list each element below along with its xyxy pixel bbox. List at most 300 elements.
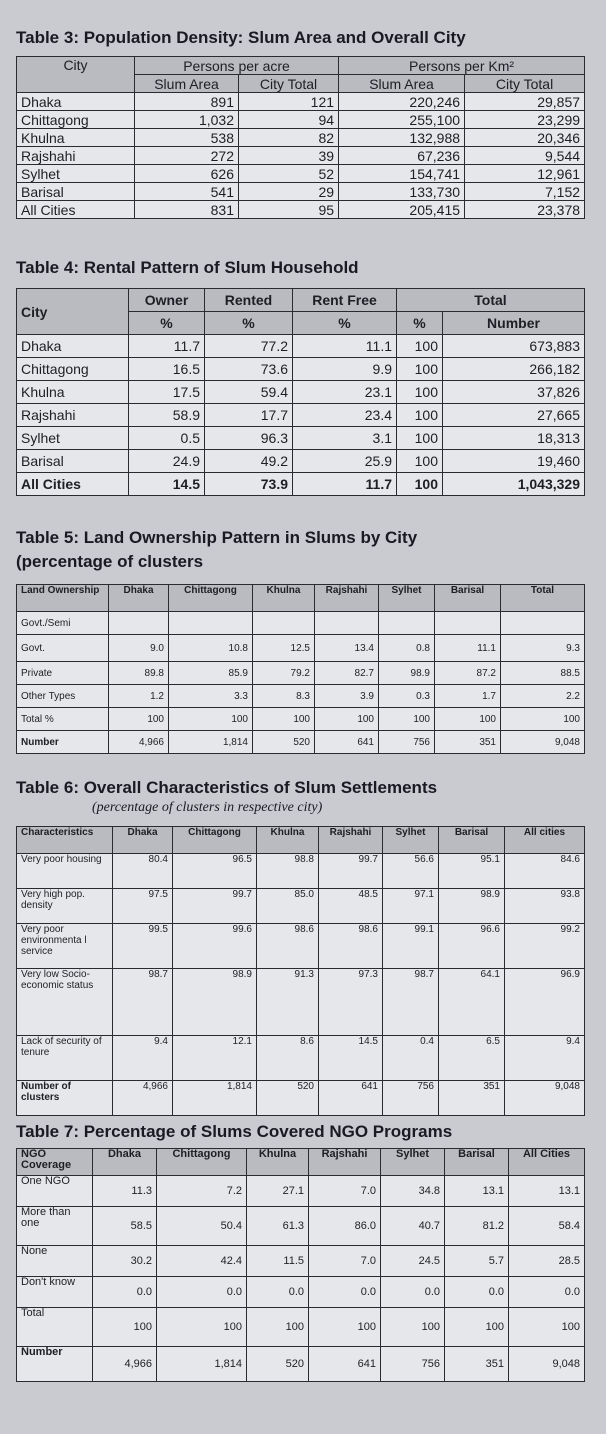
table3-cell: 1,032 (135, 111, 239, 129)
table3-cell: 20,346 (465, 129, 585, 147)
table6-cell: 95.1 (439, 854, 505, 889)
table4-cell: 24.9 (129, 450, 205, 473)
table4-cell: 100 (397, 427, 443, 450)
table6-row (17, 1081, 585, 1116)
table7-cell: 0.0 (93, 1277, 157, 1308)
table4-cell: 266,182 (443, 358, 585, 381)
table5-cell: 12.5 (253, 635, 315, 662)
table7-cell: 641 (309, 1347, 381, 1382)
table6-cell: 9.4 (505, 1036, 585, 1081)
table4-row (17, 450, 585, 473)
table6-cell: 98.7 (383, 969, 439, 1036)
table7-row (17, 1176, 585, 1207)
table5-cell: 351 (435, 731, 501, 754)
table6-cell: 98.9 (439, 889, 505, 924)
table4-cell: 17.5 (129, 381, 205, 404)
table3-row (17, 201, 585, 219)
table6-cell: 97.3 (319, 969, 383, 1036)
table6-cell: 48.5 (319, 889, 383, 924)
table5-cell: 9,048 (501, 731, 585, 754)
table6-cell: 99.7 (173, 889, 257, 924)
table4-cell: 25.9 (293, 450, 397, 473)
table4-header-rented: Rented (205, 289, 293, 312)
table4-header-total: Total (397, 289, 585, 312)
table3-cell: 67,236 (339, 147, 465, 165)
table4-cell: 73.6 (205, 358, 293, 381)
table6-cell: Very low Socio-economic status (17, 969, 113, 1036)
table6-subtitle: (percentage of clusters in respective city) (92, 800, 323, 815)
table4-header-owner: Owner (129, 289, 205, 312)
table7-header-4: Rajshahi (309, 1149, 381, 1176)
table5-cell: 9.3 (501, 635, 585, 662)
table7-header-1: Dhaka (93, 1149, 157, 1176)
table5-cell: Total % (17, 708, 109, 731)
table6-row (17, 854, 585, 889)
table4-cell: 73.9 (205, 473, 293, 496)
table4-cell: 100 (397, 473, 443, 496)
table7-cell: 24.5 (381, 1246, 445, 1277)
table7-cell: 4,966 (93, 1347, 157, 1382)
table7-cell: Number (17, 1347, 93, 1382)
table4-header-rent-free: Rent Free (293, 289, 397, 312)
table5-cell: 88.5 (501, 662, 585, 685)
table7-cell: 9,048 (509, 1347, 585, 1382)
table4-cell: 3.1 (293, 427, 397, 450)
table7-header-0: NGO Coverage (17, 1149, 93, 1176)
table3-cell: 831 (135, 201, 239, 219)
table6-header-3: Khulna (257, 827, 319, 854)
table5-cell (253, 612, 315, 635)
table3-row (17, 111, 585, 129)
table4-cell: Chittagong (17, 358, 129, 381)
table3-cell: 626 (135, 165, 239, 183)
table5-header-5: Sylhet (379, 585, 435, 612)
table7-cell: 100 (381, 1308, 445, 1347)
table5-cell: 100 (501, 708, 585, 731)
table6-cell: Very poor housing (17, 854, 113, 889)
table4-header-city: City (17, 289, 129, 335)
table6-cell: 12.1 (173, 1036, 257, 1081)
table3-cell: 52 (239, 165, 339, 183)
table6-cell: 91.3 (257, 969, 319, 1036)
table6-cell: 520 (257, 1081, 319, 1116)
table4-cell: 96.3 (205, 427, 293, 450)
table7-cell: 7.0 (309, 1176, 381, 1207)
table4-header-rented-pct: % (205, 312, 293, 335)
table4-row (17, 473, 585, 496)
table5-row (17, 635, 585, 662)
table7-cell: 40.7 (381, 1207, 445, 1246)
table3-cell: 23,378 (465, 201, 585, 219)
table7-cell: 7.0 (309, 1246, 381, 1277)
table4-title: Table 4: Rental Pattern of Slum Household (16, 258, 359, 277)
table6-row (17, 969, 585, 1036)
table5-cell: 0.8 (379, 635, 435, 662)
table5 (16, 584, 585, 754)
table3-cell: 538 (135, 129, 239, 147)
table5-cell: 82.7 (315, 662, 379, 685)
table7-title: Table 7: Percentage of Slums Covered NGO Programs (16, 1122, 453, 1141)
table4-cell: 11.7 (293, 473, 397, 496)
table6-row (17, 924, 585, 969)
table3-cell: Dhaka (17, 93, 135, 111)
table4-cell: All Cities (17, 473, 129, 496)
table6-cell: 14.5 (319, 1036, 383, 1081)
table7-cell: None (17, 1246, 93, 1277)
table5-row (17, 731, 585, 754)
table3-header-city-total-km: City Total (465, 75, 585, 93)
table7-cell: 0.0 (247, 1277, 309, 1308)
table7-cell: 58.4 (509, 1207, 585, 1246)
table7-cell: 0.0 (157, 1277, 247, 1308)
table5-cell: 100 (109, 708, 169, 731)
table7-cell: 27.1 (247, 1176, 309, 1207)
table7-cell: 100 (309, 1308, 381, 1347)
table4-cell: 1,043,329 (443, 473, 585, 496)
table4-row (17, 358, 585, 381)
table3-cell: 891 (135, 93, 239, 111)
table5-cell: 756 (379, 731, 435, 754)
table6-cell: 641 (319, 1081, 383, 1116)
table3-row (17, 93, 585, 111)
table4-cell: 11.7 (129, 335, 205, 358)
table3-cell: Sylhet (17, 165, 135, 183)
table3-cell: 7,152 (465, 183, 585, 201)
table7-cell: One NGO (17, 1176, 93, 1207)
table4-cell: 9.9 (293, 358, 397, 381)
table3-cell: 154,741 (339, 165, 465, 183)
table7-cell: 100 (509, 1308, 585, 1347)
table3-cell: 95 (239, 201, 339, 219)
table3-cell: 39 (239, 147, 339, 165)
table5-cell (435, 612, 501, 635)
table5-title-line2: (percentage of clusters (16, 552, 204, 571)
table3-row (17, 165, 585, 183)
table6-cell: Number of clusters (17, 1081, 113, 1116)
table6-header-7: All cities (505, 827, 585, 854)
table5-row (17, 708, 585, 731)
table6-title: Table 6: Overall Characteristics of Slum Settlements (16, 778, 438, 797)
table5-cell: 1,814 (169, 731, 253, 754)
table4-header-owner-pct: % (129, 312, 205, 335)
table6-cell: 98.6 (319, 924, 383, 969)
table7-cell: Don't know (17, 1277, 93, 1308)
table4-cell: Sylhet (17, 427, 129, 450)
table3-cell: 29 (239, 183, 339, 201)
table3-header-city: City (17, 57, 135, 93)
table7-cell: 100 (445, 1308, 509, 1347)
table6-cell: 99.6 (173, 924, 257, 969)
table5-cell: 13.4 (315, 635, 379, 662)
table3-row (17, 183, 585, 201)
table5-title (16, 526, 417, 574)
table3-cell: Rajshahi (17, 147, 135, 165)
table4-cell: 16.5 (129, 358, 205, 381)
table6-cell: 96.9 (505, 969, 585, 1036)
table7-cell: 1,814 (157, 1347, 247, 1382)
table5-cell: Govt./Semi (17, 612, 109, 635)
table6-cell: 6.5 (439, 1036, 505, 1081)
table7-cell: 61.3 (247, 1207, 309, 1246)
table6-row (17, 889, 585, 924)
table6-cell: 96.5 (173, 854, 257, 889)
table7-cell: 30.2 (93, 1246, 157, 1277)
table6-header-4: Rajshahi (319, 827, 383, 854)
table7-cell: 13.1 (445, 1176, 509, 1207)
table5-cell: 9.0 (109, 635, 169, 662)
table5-header-6: Barisal (435, 585, 501, 612)
table4-cell: 17.7 (205, 404, 293, 427)
table7-cell: 34.8 (381, 1176, 445, 1207)
table4-row (17, 404, 585, 427)
table6-cell: 98.7 (113, 969, 173, 1036)
table6-cell: 0.4 (383, 1036, 439, 1081)
table4-cell: 100 (397, 450, 443, 473)
table3-cell: 272 (135, 147, 239, 165)
table3-header-city-total: City Total (239, 75, 339, 93)
table3-cell: 220,246 (339, 93, 465, 111)
table6-cell: 80.4 (113, 854, 173, 889)
table7-cell: 0.0 (309, 1277, 381, 1308)
table6-cell: 756 (383, 1081, 439, 1116)
table6-cell: 56.6 (383, 854, 439, 889)
table5-cell (315, 612, 379, 635)
table4 (16, 288, 585, 496)
table4-row (17, 427, 585, 450)
table3 (16, 56, 585, 219)
table3-cell: Barisal (17, 183, 135, 201)
table4-cell: 100 (397, 404, 443, 427)
table4-row (17, 335, 585, 358)
table6-cell: Very high pop. density (17, 889, 113, 924)
table5-cell: Private (17, 662, 109, 685)
table3-cell: Khulna (17, 129, 135, 147)
table7-cell: 13.1 (509, 1176, 585, 1207)
table4-cell: 0.5 (129, 427, 205, 450)
table5-header-0: Land Ownership (17, 585, 109, 612)
table5-header-2: Chittagong (169, 585, 253, 612)
table6-cell: 99.5 (113, 924, 173, 969)
table7-row (17, 1308, 585, 1347)
table5-cell: 100 (379, 708, 435, 731)
table5-cell: 0.3 (379, 685, 435, 708)
table6-cell: 99.7 (319, 854, 383, 889)
table3-cell: 132,988 (339, 129, 465, 147)
table4-cell: 100 (397, 335, 443, 358)
table6-cell: Lack of security of tenure (17, 1036, 113, 1081)
table5-cell: 87.2 (435, 662, 501, 685)
table5-row (17, 612, 585, 635)
table4-cell: 18,313 (443, 427, 585, 450)
table5-header-7: Total (501, 585, 585, 612)
table3-header-persons-acre: Persons per acre (135, 57, 339, 75)
table4-cell: 58.9 (129, 404, 205, 427)
table7-header-5: Sylhet (381, 1149, 445, 1176)
table4-header-rentfree-pct: % (293, 312, 397, 335)
table7-row (17, 1277, 585, 1308)
table5-cell: Number (17, 731, 109, 754)
table7-row (17, 1347, 585, 1382)
table7-cell: 756 (381, 1347, 445, 1382)
table4-cell: 27,665 (443, 404, 585, 427)
table5-header-4: Rajshahi (315, 585, 379, 612)
table7-cell: Total (17, 1308, 93, 1347)
table5-cell: 98.9 (379, 662, 435, 685)
table5-cell: 8.3 (253, 685, 315, 708)
table5-cell: 100 (435, 708, 501, 731)
table5-cell: 1.7 (435, 685, 501, 708)
table4-header-total-pct: % (397, 312, 443, 335)
table7-cell: 100 (93, 1308, 157, 1347)
table6-cell: 84.6 (505, 854, 585, 889)
table3-row (17, 147, 585, 165)
table3-cell: 541 (135, 183, 239, 201)
table3-cell: 9,544 (465, 147, 585, 165)
table3-header-slum-area: Slum Area (135, 75, 239, 93)
table3-cell: 133,730 (339, 183, 465, 201)
table6-cell: 97.5 (113, 889, 173, 924)
table6-title-block (16, 778, 437, 816)
table4-cell: 49.2 (205, 450, 293, 473)
table4-cell: 11.1 (293, 335, 397, 358)
table5-cell: 1.2 (109, 685, 169, 708)
table7-cell: 0.0 (381, 1277, 445, 1308)
table5-header-1: Dhaka (109, 585, 169, 612)
table3-cell: 94 (239, 111, 339, 129)
table3-cell: 12,961 (465, 165, 585, 183)
table5-cell: 3.9 (315, 685, 379, 708)
table6-cell: 8.6 (257, 1036, 319, 1081)
table6-header-0: Characteristics (17, 827, 113, 854)
table4-cell: 23.4 (293, 404, 397, 427)
table3-cell: All Cities (17, 201, 135, 219)
table6-cell: 98.8 (257, 854, 319, 889)
table7-cell: 86.0 (309, 1207, 381, 1246)
table4-cell: 23.1 (293, 381, 397, 404)
table7-cell: 50.4 (157, 1207, 247, 1246)
table7-cell: 7.2 (157, 1176, 247, 1207)
table7-cell: 351 (445, 1347, 509, 1382)
table5-cell: Govt. (17, 635, 109, 662)
table4-row (17, 381, 585, 404)
table5-row (17, 662, 585, 685)
table7-cell: 28.5 (509, 1246, 585, 1277)
table5-cell (379, 612, 435, 635)
table4-cell: 100 (397, 381, 443, 404)
table5-cell: 100 (169, 708, 253, 731)
table7-header-3: Khulna (247, 1149, 309, 1176)
table5-cell: 11.1 (435, 635, 501, 662)
table5-title-line1: Table 5: Land Ownership Pattern in Slums by City (16, 528, 418, 547)
table3-header-persons-km2: Persons per Km² (339, 57, 585, 75)
table6-cell: 9,048 (505, 1081, 585, 1116)
table4-cell: 77.2 (205, 335, 293, 358)
table6-cell: 85.0 (257, 889, 319, 924)
table7-cell: 520 (247, 1347, 309, 1382)
table6-cell: 9.4 (113, 1036, 173, 1081)
table4-cell: Dhaka (17, 335, 129, 358)
table6-cell: 1,814 (173, 1081, 257, 1116)
table4-cell: 673,883 (443, 335, 585, 358)
table4-cell: Rajshahi (17, 404, 129, 427)
table7-cell: 0.0 (509, 1277, 585, 1308)
table6-cell: 98.9 (173, 969, 257, 1036)
table3-cell: 121 (239, 93, 339, 111)
table3-header-slum-area-km: Slum Area (339, 75, 465, 93)
table4-header-number: Number (443, 312, 585, 335)
table7-header-6: Barisal (445, 1149, 509, 1176)
table3-cell: 205,415 (339, 201, 465, 219)
table3-cell: 29,857 (465, 93, 585, 111)
table3-cell: 255,100 (339, 111, 465, 129)
table6 (16, 826, 585, 1116)
table5-cell: 100 (253, 708, 315, 731)
table6-cell: 93.8 (505, 889, 585, 924)
table6-header-1: Dhaka (113, 827, 173, 854)
table4-cell: 19,460 (443, 450, 585, 473)
table7-cell: 42.4 (157, 1246, 247, 1277)
table7-row (17, 1207, 585, 1246)
table7-header-2: Chittagong (157, 1149, 247, 1176)
table7-cell: 100 (247, 1308, 309, 1347)
table5-cell: 4,966 (109, 731, 169, 754)
table6-cell: 98.6 (257, 924, 319, 969)
table6-cell: 99.1 (383, 924, 439, 969)
table5-cell: 89.8 (109, 662, 169, 685)
table3-title: Table 3: Population Density: Slum Area and Overall City (16, 28, 466, 47)
table6-cell: 64.1 (439, 969, 505, 1036)
table6-cell: 4,966 (113, 1081, 173, 1116)
table5-cell: 2.2 (501, 685, 585, 708)
table7-cell: 81.2 (445, 1207, 509, 1246)
table6-cell: 99.2 (505, 924, 585, 969)
table5-cell: 85.9 (169, 662, 253, 685)
table3-row (17, 129, 585, 147)
table7-cell: 11.3 (93, 1176, 157, 1207)
table6-header-6: Barisal (439, 827, 505, 854)
table5-row (17, 685, 585, 708)
table5-header-3: Khulna (253, 585, 315, 612)
table6-cell: 351 (439, 1081, 505, 1116)
table5-cell: 10.8 (169, 635, 253, 662)
table4-cell: 37,826 (443, 381, 585, 404)
table4-cell: Khulna (17, 381, 129, 404)
table3-cell: 23,299 (465, 111, 585, 129)
table5-cell: 3.3 (169, 685, 253, 708)
table7-cell: 11.5 (247, 1246, 309, 1277)
table5-cell (169, 612, 253, 635)
table5-cell (501, 612, 585, 635)
table5-cell (109, 612, 169, 635)
table6-cell: Very poor environmenta l service (17, 924, 113, 969)
table5-cell: 79.2 (253, 662, 315, 685)
table7-cell: 5.7 (445, 1246, 509, 1277)
table4-cell: 59.4 (205, 381, 293, 404)
table4-cell: Barisal (17, 450, 129, 473)
table3-cell: Chittagong (17, 111, 135, 129)
table5-cell: 100 (315, 708, 379, 731)
table6-header-2: Chittagong (173, 827, 257, 854)
table5-cell: 520 (253, 731, 315, 754)
table7-cell: More than one (17, 1207, 93, 1246)
table6-cell: 97.1 (383, 889, 439, 924)
table7-cell: 58.5 (93, 1207, 157, 1246)
table7-cell: 100 (157, 1308, 247, 1347)
table5-cell: 641 (315, 731, 379, 754)
table7-row (17, 1246, 585, 1277)
table3-cell: 82 (239, 129, 339, 147)
table6-header-5: Sylhet (383, 827, 439, 854)
